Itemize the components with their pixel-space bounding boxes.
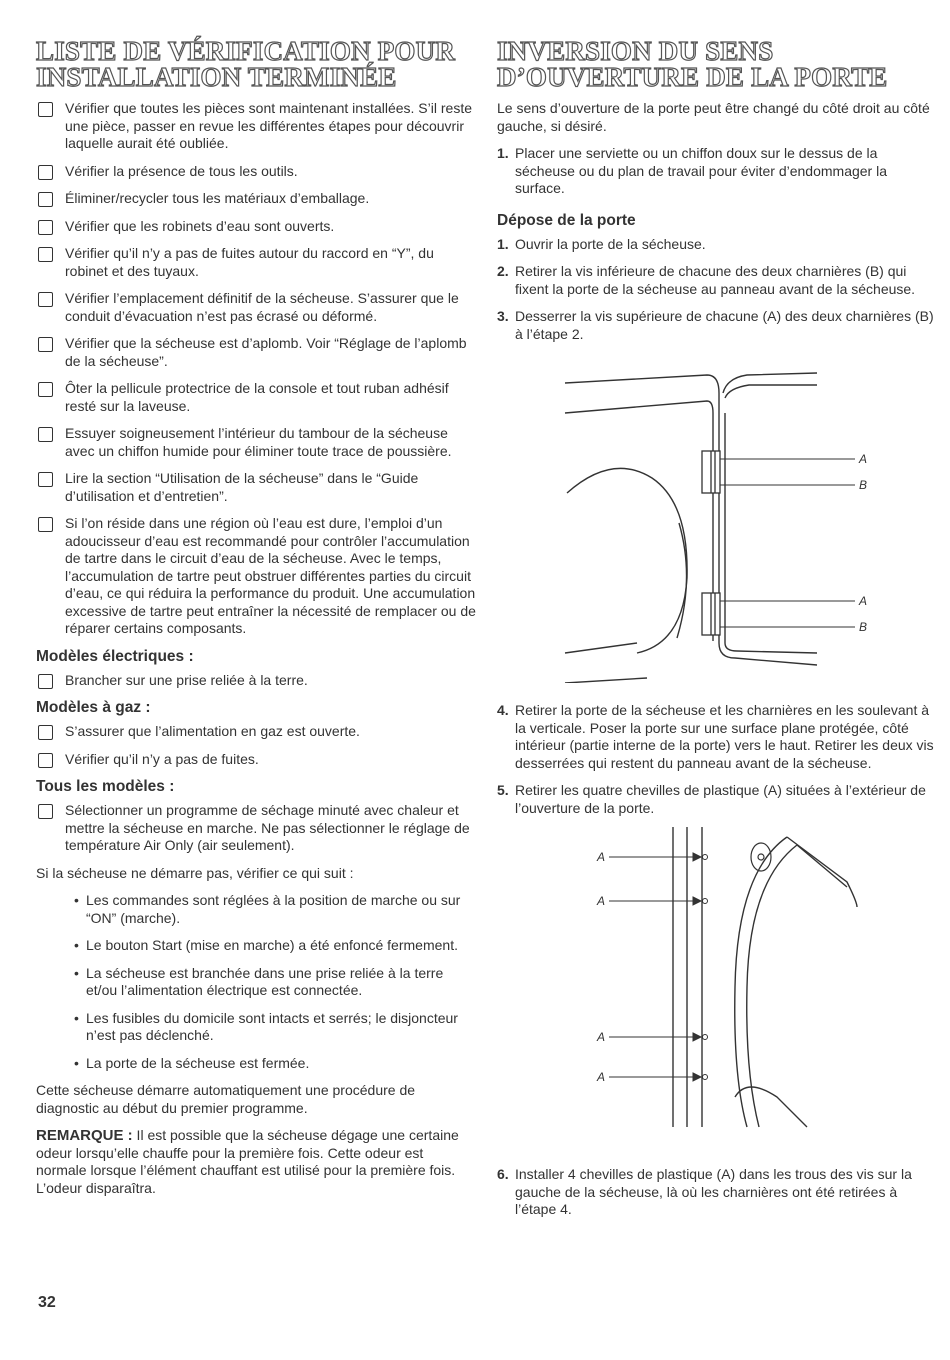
checkbox[interactable] (38, 427, 53, 442)
plug-diagram (497, 827, 937, 1152)
remark-label: REMARQUE : (36, 1127, 133, 1144)
label-a: A (859, 594, 868, 608)
checklist-item: Vérifier qu’il n’y a pas de fuites. (36, 751, 476, 769)
electric-models-heading: Modèles électriques : (36, 647, 194, 665)
troubleshoot-intro: Si la sécheuse ne démarre pas, vérifier ce qui suit : (36, 864, 354, 881)
right-column (497, 38, 937, 1229)
checklist-item: Vérifier qu’il n’y a pas de fuites autour du raccord en “Y”, du robinet et des tuyaux. (36, 245, 476, 280)
checkbox[interactable] (38, 337, 53, 352)
diagnostic-note: Cette sécheuse démarre automatiquement une procédure de diagnostic au début du premier programme. (36, 1082, 416, 1116)
checklist-item: Vérifier que la sécheuse est d’aplomb. Voir “Réglage de l’aplomb de la sécheuse”. (36, 335, 476, 370)
door-outline (565, 375, 817, 665)
gas-models-heading: Modèles à gaz : (36, 699, 151, 716)
all-models-heading: Tous les modèles : (36, 778, 175, 795)
step-item: 2. Retirer la vis inférieure de chacune des deux charnières (B) qui fixent la porte de la sécheuse au panneau avant de la sécheuse. (497, 263, 916, 297)
checklist-item: Vérifier que les robinets d’eau sont ouverts. (36, 218, 476, 236)
checklist-title-line1: LISTE DE VÉRIFICATION POUR (36, 36, 456, 66)
checkbox[interactable] (38, 804, 53, 819)
checkbox[interactable] (38, 382, 53, 397)
step-item: 6. Installer 4 chevilles de plastique (A) dans les trous des vis sur la gauche de la sécheuse, là où les charnières ont été retirées à l’étape 4. (497, 1166, 912, 1217)
checklist (36, 100, 476, 638)
checkbox[interactable] (38, 247, 53, 262)
checklist-item: Essuyer soigneusement l’intérieur du tambour de la sécheuse avec un chiffon humide pour éliminer toute trace de poussière. (36, 425, 476, 460)
remark (36, 1127, 476, 1197)
label-b: B (859, 620, 868, 634)
step-item: 1. Ouvrir la porte de la sécheuse. (497, 235, 706, 252)
hinge-diagram (497, 353, 937, 688)
bullet-item: • La sécheuse est branchée dans une prise reliée à la terre et/ou l’alimentation électrique est connectée. (74, 964, 444, 998)
label-a: A (597, 1030, 606, 1044)
plug-diagram-svg (497, 827, 937, 1147)
bullet-dot-icon: • (74, 1009, 79, 1026)
plug-holes (703, 855, 708, 1080)
checklist-item: Sélectionner un programme de séchage minuté avec chaleur et mettre la sécheuse en marche. Ne pas sélectionner le réglage de température Air Only (air seulement). (36, 802, 476, 855)
door-reversal-title (497, 38, 937, 90)
bullet-item: • Les commandes sont réglées à la position de marche ou sur “ON” (marche). (74, 892, 461, 926)
checkbox[interactable] (38, 472, 53, 487)
checkbox[interactable] (38, 102, 53, 117)
step-item: 5. Retirer les quatre chevilles de plastique (A) situées à l’extérieur de l’ouverture de la porte. (497, 782, 926, 816)
checklist-item: Éliminer/recycler tous les matériaux d’emballage. (36, 190, 476, 208)
checklist-item: Vérifier que toutes les pièces sont maintenant installées. S’il reste une pièce, passer en revue les différentes étapes pour découvrir laquelle aurait été oubliée. (36, 100, 476, 153)
drum-opening-outline (567, 468, 687, 653)
checklist-item: Si l’on réside dans une région où l’eau est dure, l’emploi d’un adoucisseur d’eau est recommandé pour contrôler l’accumulation de tartre dans le circuit d’eau de la sécheuse. Avec le temps, l’accumulation de tartre peut obstruer différentes parties du circuit d’eau, ce qui réduira la performance du produit. Une accumulation excessive de tartre peut entraîner la nécessité de remplacer ou de réparer certains composants. (36, 515, 476, 638)
lower-hinge (702, 593, 720, 635)
step-item: 4. Retirer la porte de la sécheuse et les charnières en les soulevant à la verticale. Poser la porte sur une surface plane protégée, côté intérieur (partie interne de la porte) vers le haut. Retirer les deux vis desserrées qui restent du panneau avant de la sécheuse. (497, 702, 934, 771)
page-number: 32 (38, 1294, 56, 1311)
bullet-item: • Les fusibles du domicile sont intacts et serrés; le disjoncteur n’est pas déclenché. (74, 1009, 458, 1043)
checklist-item: Ôter la pellicule protectrice de la console et tout ruban adhésif resté sur la laveuse. (36, 380, 476, 415)
checkbox[interactable] (38, 725, 53, 740)
bullet-dot-icon: • (74, 937, 79, 953)
bullet-dot-icon: • (74, 892, 79, 908)
label-a: A (859, 452, 868, 466)
checkbox[interactable] (38, 674, 53, 689)
bullet-item: • La porte de la sécheuse est fermée. (74, 1054, 310, 1071)
label-a: A (597, 894, 606, 908)
label-a: A (597, 1070, 606, 1084)
checkbox[interactable] (38, 292, 53, 307)
checkbox[interactable] (38, 165, 53, 180)
door-opening-outline (735, 837, 787, 1127)
checkbox[interactable] (38, 192, 53, 207)
remark-text: Il est possible que la sécheuse dégage une certaine odeur lorsqu’elle chauffe pour la première fois. Cette odeur est normale lorsque l’élément chauffant est utilisé pour la première fois. L’odeur disparaîtra. (36, 1127, 459, 1196)
step-item: 3. Desserrer la vis supérieure de chacune (A) des deux charnières (B) à l’étape 2. (497, 308, 934, 342)
checklist-item: Vérifier la présence de tous les outils. (36, 163, 476, 181)
door-title-line2: D’OUVERTURE DE LA PORTE (497, 62, 888, 92)
door-title-line1: INVERSION DU SENS (497, 36, 774, 66)
upper-hinge (702, 451, 720, 493)
label-a: A (597, 850, 606, 864)
label-b: B (859, 478, 868, 492)
bullet-dot-icon: • (74, 964, 79, 981)
checkbox[interactable] (38, 517, 53, 532)
door-removal-heading: Dépose de la porte (497, 211, 636, 229)
checklist-title (36, 38, 476, 90)
door-intro: Le sens d’ouverture de la porte peut être changé du côté droit au côté gauche, si désiré. (497, 100, 930, 134)
checklist-item: S’assurer que l’alimentation en gaz est ouverte. (36, 723, 476, 741)
step-item: 1. Placer une serviette ou un chiffon doux sur le dessus de la sécheuse ou du plan de travail pour éviter d’endommager la surface. (497, 145, 888, 196)
checklist-title-line2: INSTALLATION TERMINÉE (36, 62, 397, 92)
checklist-item: Vérifier l’emplacement définitif de la sécheuse. S’assurer que le conduit d’évacuation n’est pas écrasé ou déformé. (36, 290, 476, 325)
bullet-dot-icon: • (74, 1054, 79, 1071)
left-column (36, 38, 476, 1207)
checklist-item: Brancher sur une prise reliée à la terre. (36, 672, 476, 690)
bullet-item: • Le bouton Start (mise en marche) a été enfoncé fermement. (74, 937, 458, 953)
checklist-item: Lire la section “Utilisation de la sécheuse” dans le “Guide d’utilisation et d’entretien”. (36, 470, 476, 505)
hinge-diagram-svg (497, 353, 937, 683)
checkbox[interactable] (38, 753, 53, 768)
checkbox[interactable] (38, 220, 53, 235)
